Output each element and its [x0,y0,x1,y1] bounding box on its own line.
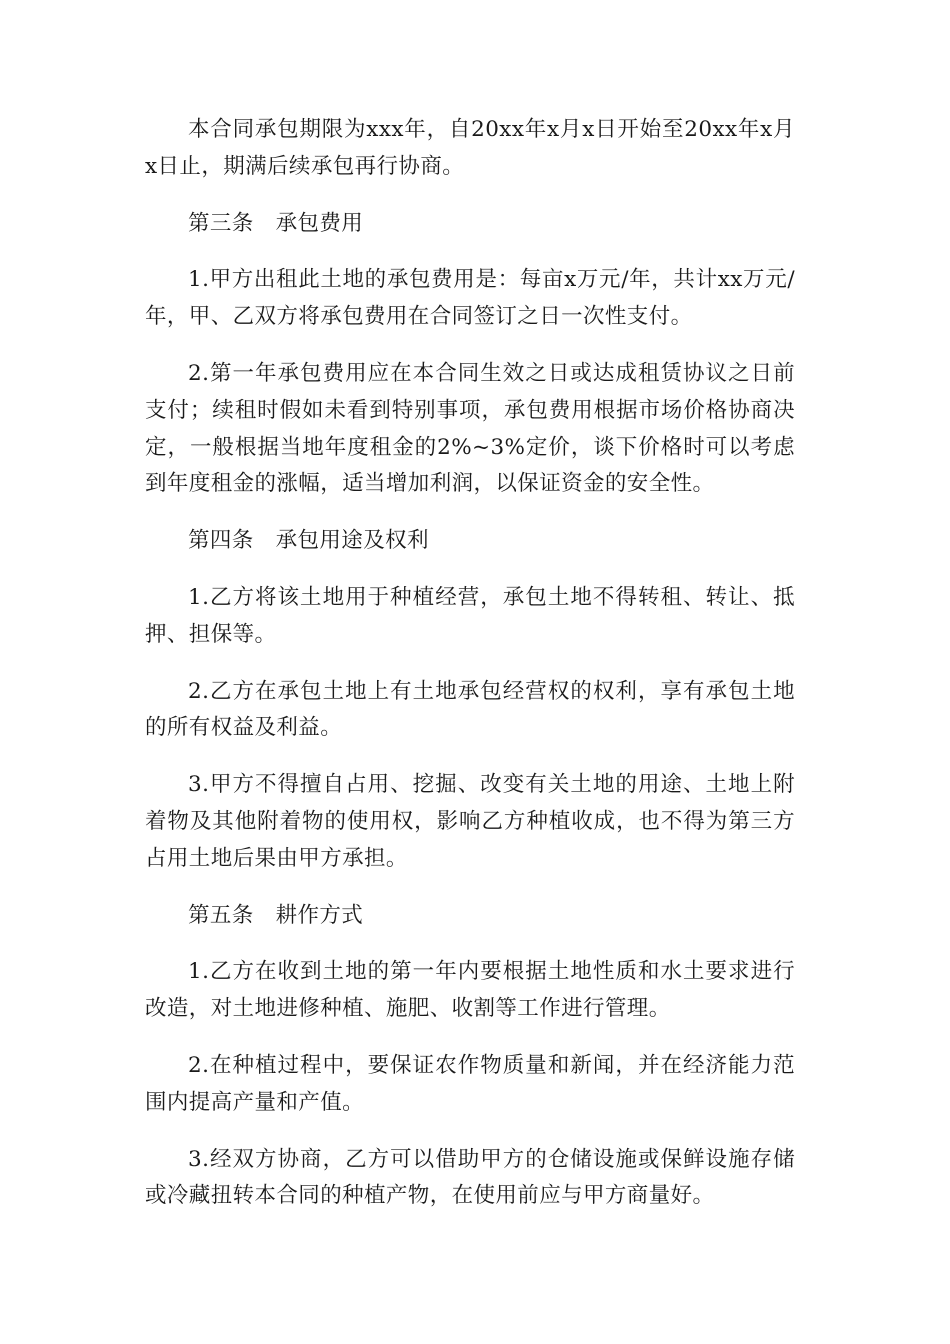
article-3-heading: 第三条 承包费用 [188,210,364,236]
article-4-clause-3: 3.甲方不得擅自占用、挖掘、改变有关土地的用途、土地上附着物及其他附着物的使用权，影响乙方种植收成，也不得为第三方占用土地后果由甲方承担。 [145,772,795,871]
document-body [145,112,795,1235]
article-4-clause-1: 1.乙方将该土地用于种植经营，承包土地不得转租、转让、抵押、担保等。 [145,584,795,647]
article-5-clause-2: 2.在种植过程中，要保证农作物质量和新闻，并在经济能力范围内提高产量和产值。 [145,1052,795,1115]
article-4-clause-2: 2.乙方在承包土地上有土地承包经营权的权利，享有承包土地的所有权益及利益。 [145,678,795,741]
article-3-clause-1: 1.甲方出租此土地的承包费用是：每亩x万元/年，共计xx万元/年，甲、乙双方将承包费用在合同签订之日一次性支付。 [145,267,795,330]
article-3-clause-2: 2.第一年承包费用应在本合同生效之日或达成租赁协议之日前支付；续租时假如未看到特别事项，承包费用根据市场价格协商决定，一般根据当地年度租金的2%~3%定价，谈下价格时可以考虑到年度租金的涨幅，适当增加利润，以保证资金的安全性。 [145,360,795,497]
article-4-heading: 第四条 承包用途及权利 [188,528,429,554]
article-5-heading: 第五条 耕作方式 [188,902,364,928]
term-paragraph: 本合同承包期限为xxx年，自20xx年x月x日开始至20xx年x月x日止，期满后续承包再行协商。 [145,117,795,179]
article-5-clause-1: 1.乙方在收到土地的第一年内要根据土地性质和水土要求进行改造，对土地进修种植、施肥、收割等工作进行管理。 [145,959,795,1022]
article-5-clause-3: 3.经双方协商，乙方可以借助甲方的仓储设施或保鲜设施存储或冷藏扭转本合同的种植产物，在使用前应与甲方商量好。 [145,1146,795,1209]
